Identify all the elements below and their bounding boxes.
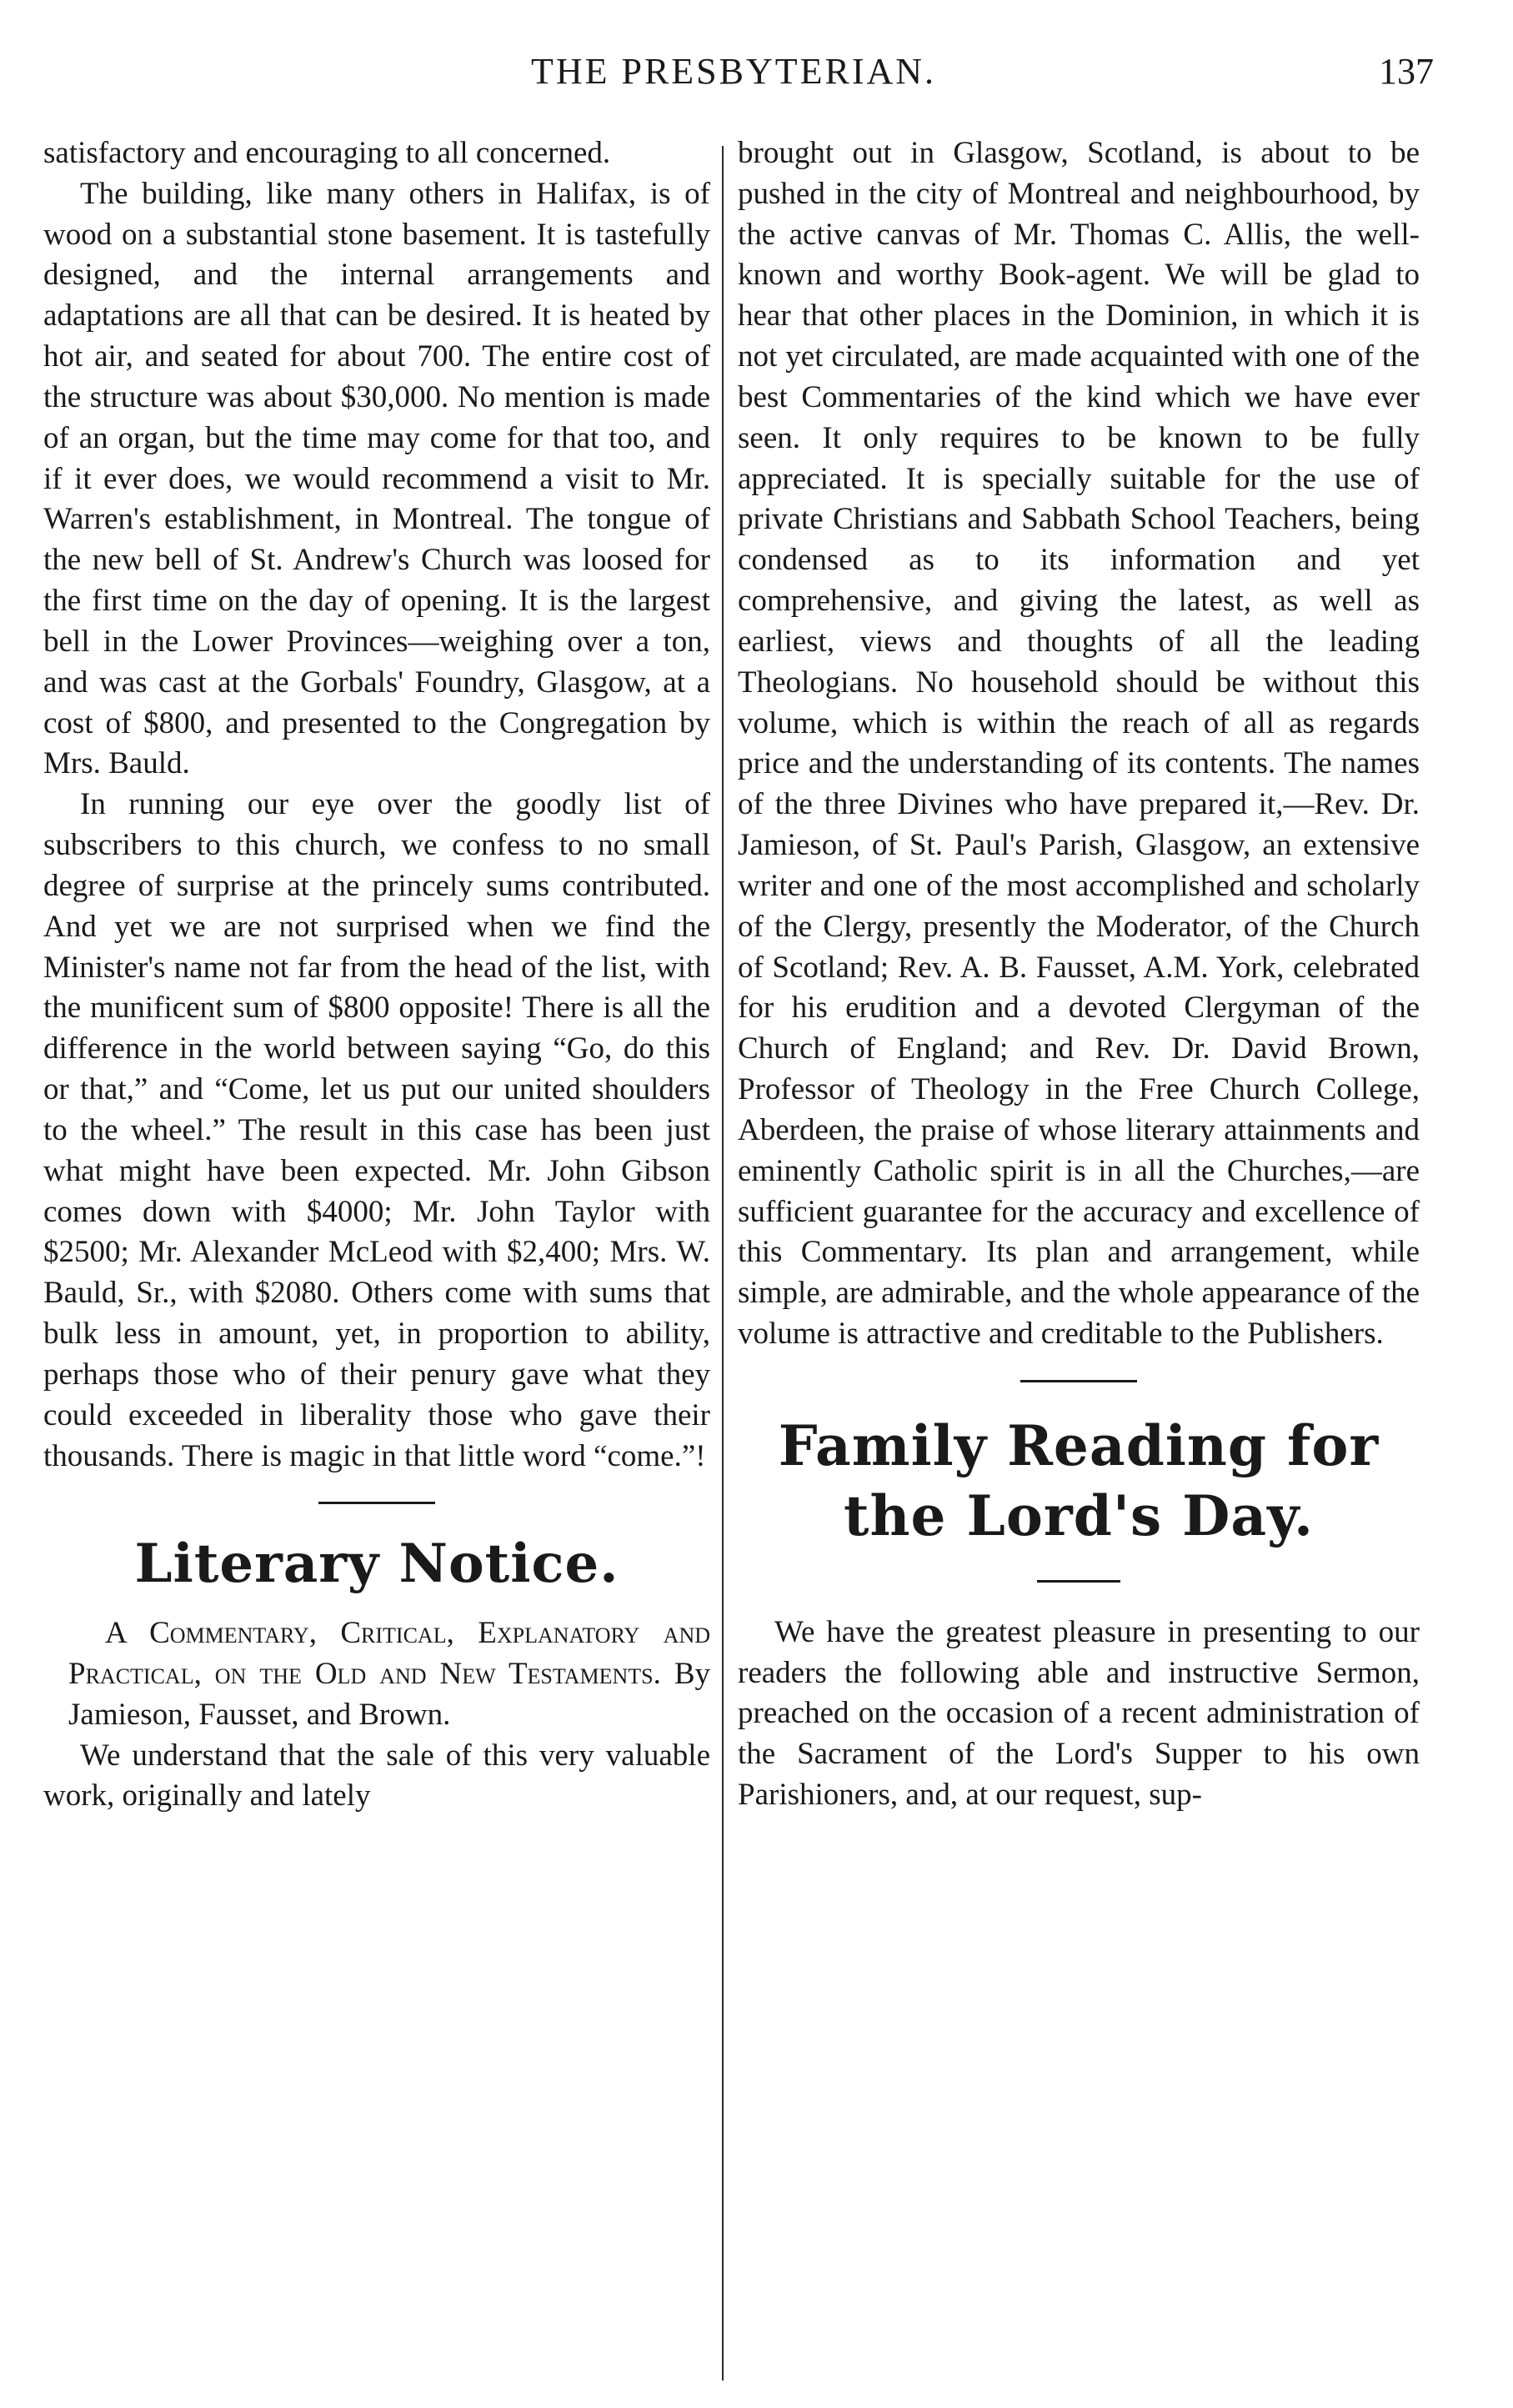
column-divider bbox=[722, 146, 724, 2380]
book-authors: By Jamieson, Fausset, and Brown. bbox=[68, 1656, 710, 1732]
left-column bbox=[43, 133, 710, 1817]
paragraph-commentary: brought out in Glasgow, Scotland, is about to be pushed in the city of Montreal and neighbourhood, by the active canvas of Mr. Thomas C. Allis, the well-known and worthy Book-agent. We will be glad to hear that other places in the Dominion, in which it is not yet circulated, are made acquainted with one of the best Commentaries of the kind which we have ever seen. It only requires to be known to be fully appreciated. It is specially suitable for the use of private Christians and Sabbath School Teachers, being condensed as to its information and yet comprehensive, and giving the latest, as well as earliest, views and thoughts of all the leading Theologians. No household should be without this volume, which is within the reach of all as regards price and the understanding of its contents. The names of the three Divines who have prepared it,—Rev. Dr. Jamieson, of St. Paul's Parish, Glasgow, an extensive writer and one of the most accomplished and scholarly of the Clergy, presently the Moderator, of the Church of Scotland; Rev. A. B. Fausset, A.M. York, celebrated for his erudition and a devoted Clergyman of the Church of England; and Rev. Dr. David Brown, Professor of Theology in the Free Church College, Aberdeen, the praise of whose literary attainments and eminently Catholic spirit is in all the Churches,—are sufficient guarantee for the accuracy and excellence of this Commentary. Its plan and arrangement, while simple, are admirable, and the whole appearance of the volume is attractive and creditable to the Publishers. bbox=[738, 136, 1420, 1352]
literary-notice-heading: Literary Notice. bbox=[134, 1533, 619, 1596]
page-header bbox=[33, 50, 1434, 108]
heading-underline-rule bbox=[1037, 1580, 1120, 1583]
paragraph-continuation: satisfactory and encouraging to all concerned. bbox=[43, 136, 611, 170]
book-title-text: A Commentary, Critical, Explanatory and Practical, on the Old and New Testaments. bbox=[68, 1616, 710, 1691]
section-divider bbox=[1020, 1380, 1137, 1382]
book-title bbox=[43, 1613, 710, 1735]
family-reading-heading: Family Reading for the Lord's Day. bbox=[778, 1412, 1380, 1549]
page-number: 137 bbox=[1379, 51, 1434, 92]
family-reading-intro: We have the greatest pleasure in presenting to our readers the following able and instructive Sermon, preached on the occasion of a recent administration of the Sacrament of the Lord's Supper to his own Parishioners, and, at our request, sup- bbox=[738, 1614, 1420, 1813]
right-column bbox=[738, 133, 1420, 1816]
section-divider bbox=[318, 1502, 435, 1504]
paragraph-subscribers: In running our eye over the goodly list of subscribers to this church, we confess to no small degree of surprise at the princely sums contributed. And yet we are not surprised when we find the Minister's name not far from the head of the list, with the munificent sum of $800 opposite! There is all the difference in the world between saying “Go, do this or that,” and “Come, let us put our united shoulders to the wheel.” The result in this case has been just what might have been expected. Mr. John Gibson comes down with $4000; Mr. John Taylor with $2500; Mr. Alexander McLeod with $2,400; Mrs. W. Bauld, Sr., with $2080. Others come with sums that bulk less in amount, yet, in proportion to ability, perhaps those who of their penury gave what they could exceeded in liberality those who gave their thousands. There is magic in that little word “come.”! bbox=[43, 787, 710, 1473]
running-title: THE PRESBYTERIAN. bbox=[530, 51, 937, 92]
paragraph-building: The building, like many others in Halifax, is of wood on a substantial stone basement. It is tastefully designed, and the internal arrangements and adaptations are all that can be desired. It is heated by hot air, and seated for about 700. The entire cost of the structure was about $30,000. No mention is made of an organ, but the time may come for that too, and if it ever does, we would recommend a visit to Mr. Warren's establishment, in Montreal. The tongue of the new bell of St. Andrew's Church was loosed for the first time on the day of opening. It is the largest bell in the Lower Provinces—weighing over a ton, and was cast at the Gorbals' Foundry, Glasgow, at a cost of $800, and presented to the Congregation by Mrs. Bauld. bbox=[43, 176, 710, 781]
literary-notice-opening: We understand that the sale of this very valuable work, originally and lately bbox=[43, 1738, 710, 1814]
